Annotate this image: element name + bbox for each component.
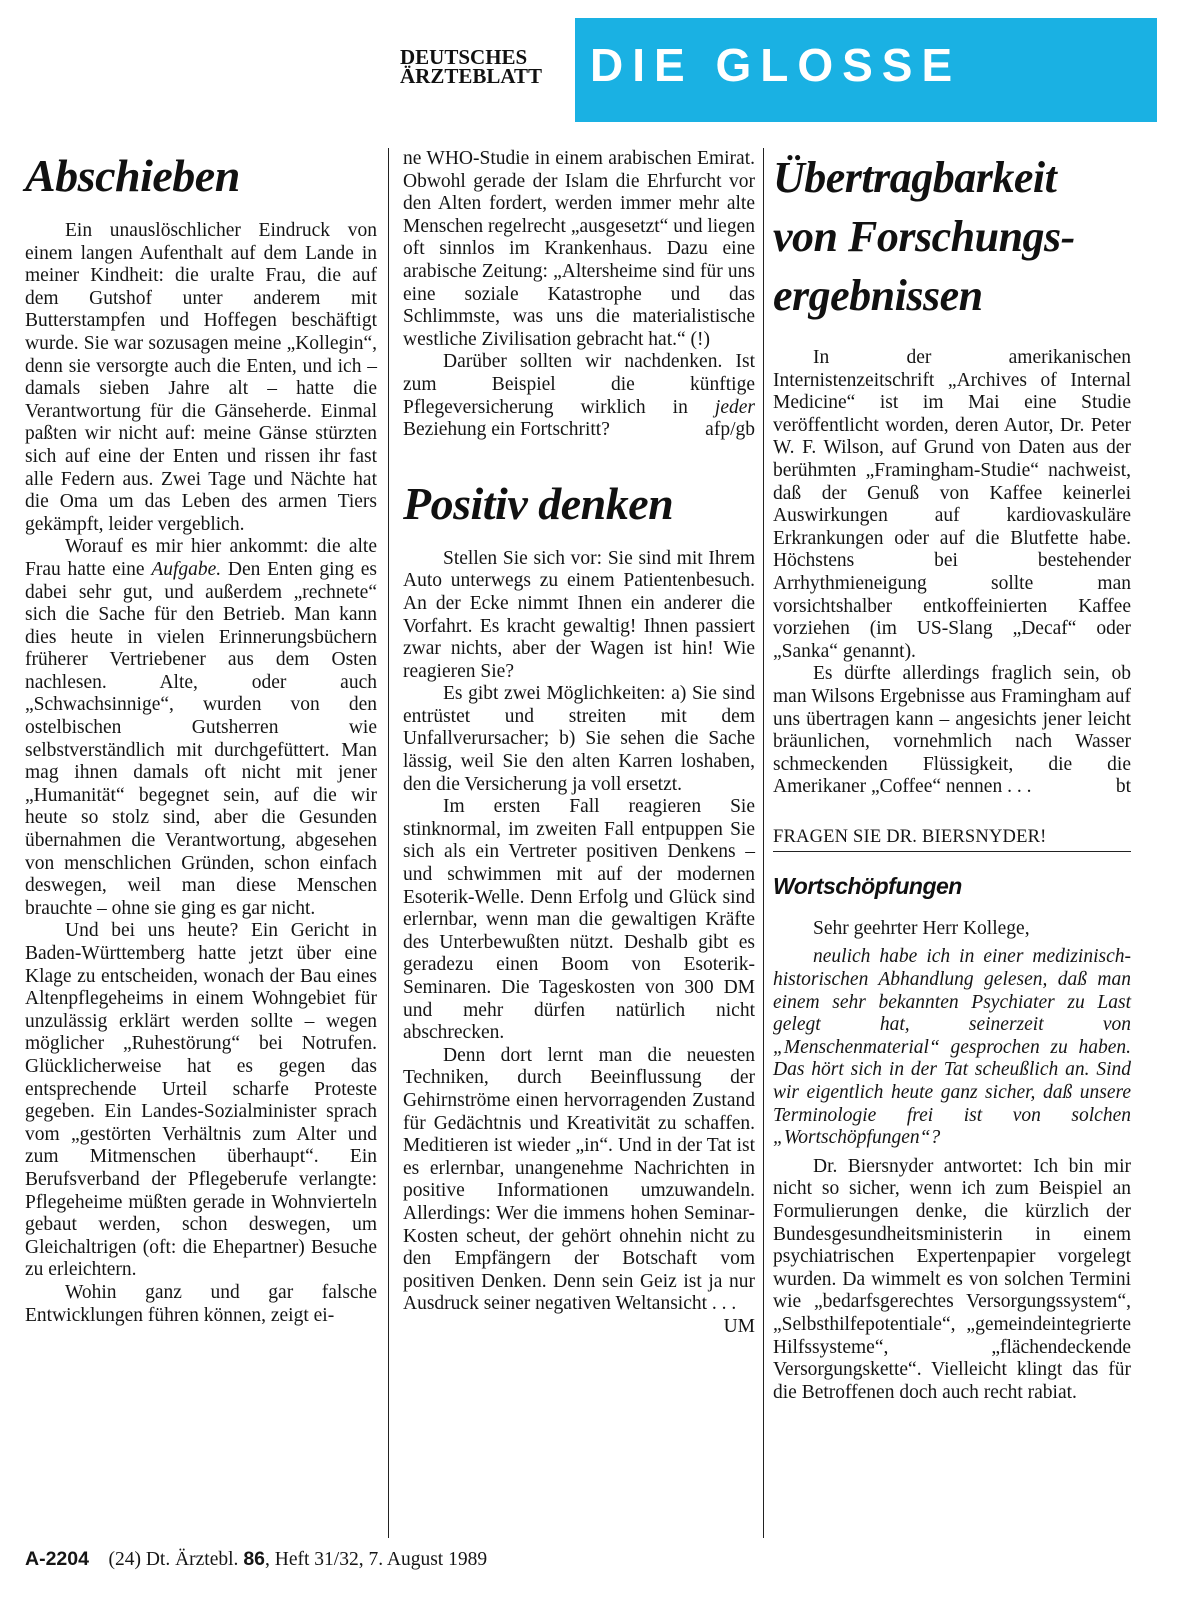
column-2 — [403, 148, 755, 1339]
column-heading: FRAGEN SIE DR. BIERSNYDER! — [773, 825, 1131, 852]
article-signature: UM — [723, 1315, 755, 1337]
article-paragraph-text: Es dürfte allerdings fraglich sein, ob man Wilsons Ergebnisse aus Framingham auf uns übertragen kann – angesichts jener leicht bräunlichen, vornehmlich nach Wasser schmeckenden Flüssigkeit, die die Amerikaner „Coffee“ nennen . . . — [773, 663, 1131, 798]
masthead-line-2: ÄRZTEBLATT — [400, 64, 542, 88]
section-banner — [575, 18, 1157, 122]
column-3 — [773, 148, 1131, 1404]
article-paragraph: Und bei uns heute? Ein Gericht in Baden-Württemberg hatte jetzt über eine Klage zu entscheiden, wonach der Bau eines Altenpflegeheims in einem Wohngebiet für unzulässig erklärt werden sollte – wegen möglicher „Ruhestörung“ bei Notrufen. Glücklicherweise hat es gegen das entsprechende Urteil scharfe Proteste gegeben. Ein Landes-Sozialminister sprach vom „gestörten Verhältnis zum Alter und zum Mitmenschen überhaupt“. Ein Berufsverband der Pflegeberufe verlangte: Pflegeheime müßten gerade in Wohnvierteln gebaut werden, schon deswegen, um Gleichaltrigen (oft: die Ehepartner) Besuche zu erleichtern. — [25, 920, 377, 1281]
masthead-line-1: DEUTSCHES — [400, 45, 528, 69]
page-footer — [25, 1547, 487, 1572]
page-number: A-2204 — [25, 1548, 89, 1570]
article-paragraph: Ein unauslöschlicher Eindruck von einem langen Aufenthalt auf dem Lande in meiner Kindheit: die uralte Frau, die auf dem Gutshof unter anderem mit Butterstampfen und Hoffegen beschäftigt wurde. Sie war sozusagen meine „Kollegin“, denn sie versorgte auch die Enten, und ich – damals sieben Jahre alt – hatte die Verantwortung für die Gänseherde. Einmal paßten wir nicht auf: meine Gänse stürzten sich auf eine der Enten und rissen ihr fast alle Federn aus. Zwei Tage und Nächte hat die Oma um das Leben des armen Tiers gekämpft, leider vergeblich. — [25, 220, 377, 535]
letter-text: neulich habe ich in einer medizinisch-historischen Abhandlung gelesen, daß man einem sehr bekannten Psychiater zu Last gelegt hat, seinerzeit von „Menschenmaterial“ gesprochen zu haben. Das hört sich in der Tat scheußlich an. Sind wir eigentlich heute ganz sicher, daß unsere Terminologie frei ist von solchen „Wortschöpfungen“? — [773, 946, 1131, 1149]
article-paragraph: ne WHO-Studie in einem arabischen Emirat. Obwohl gerade der Islam die Ehrfurcht vor den Alten fordert, werden immer mehr alte Menschen regelrecht „ausgesetzt“ und liegen oft sinnlos im Krankenhaus. Dazu eine arabische Zeitung: „Altersheime sind für uns eine soziale Katastrophe und das Schlimmste, was uns die materialistische westliche Zivilisation gebracht hat.“ (!) — [403, 148, 755, 350]
article-abschieben-title: Abschieben — [25, 150, 240, 201]
title-line: ergebnissen — [773, 271, 983, 320]
column-divider — [388, 148, 389, 1538]
article-paragraph — [773, 663, 1131, 799]
article-signature: bt — [1115, 776, 1131, 798]
article-paragraph: Worauf es mir hier ankommt: die alte Frau hatte eine Aufgabe. Den Enten ging es dabei sehr gut, und außerdem „rechnete“ sich die Sache für den Betrieb. Man kann dies heute in vielen Erinnerungsbüchern früherer Vertriebener aus dem Osten nachlesen. Alte, oder auch „Schwachsinnige“, wurden von den ostelbischen Gutsherren wie selbstverständlich mit durchgefüttert. Man mag ihnen damals oft nicht mit jener „Humanität“ begegnet sein, auf die wir heute so stolz sind, aber die Gesunden übernahmen die Verantwortung, abgesehen von menschlichen Gründen, schon einfach deswegen, weil man diese Menschen brauchte – ohne sie ging es gar nicht. — [25, 536, 377, 919]
article-paragraph: Wohin ganz und gar falsche Entwicklungen führen können, zeigt ei- — [25, 1281, 377, 1326]
title-line: Übertragbarkeit — [773, 153, 1057, 202]
column-divider — [763, 148, 764, 1538]
article-positiv-title: Positiv denken — [403, 477, 674, 529]
article-paragraph: In der amerikanischen Internistenzeitschrift „Archives of Internal Medicine“ ist im Mai eine Studie veröffentlicht worden, deren Autor, Dr. Peter W. F. Wilson, auf Grund von Daten aus der berühmten „Framingham-Studie“ nachweist, daß der Genuß von Kaffee keinerlei Auswirkungen auf kardiovaskuläre Erkrankungen oder auf die Blutfette habe. Höchstens bei bestehender Arrhythmieneigung sollte man vorsichtshalber entkoffeinierten Kaffee vorziehen (im US-Slang „Decaf“ oder „Sanka“ genannt). — [773, 347, 1131, 662]
article-paragraph — [403, 1044, 755, 1337]
masthead-logo — [400, 45, 560, 88]
title-line: von Forschungs- — [773, 212, 1075, 261]
footer-issue: , Heft 31/32, 7. August 1989 — [265, 1549, 488, 1570]
article-paragraph: Darüber sollten wir nachdenken. Ist zum Beispiel die künftige Pflegeversicherung wirklich in jeder Beziehung ein Fortschritt? afp/gb — [403, 351, 755, 441]
article-paragraph: Stellen Sie sich vor: Sie sind mit Ihrem Auto unterwegs zu einem Patientenbesuch. An der Ecke nimmt Ihnen ein anderer die Vorfahrt. Es kracht gewaltig! Ihnen passiert zwar nichts, aber der Wagen ist hin! Wie reagieren Sie? — [403, 547, 755, 682]
answer-text: Dr. Biersnyder antwortet: Ich bin mir nicht so sicher, wenn ich zum Beispiel an Formulierungen denke, die kürzlich der Bundesgesundheitsministerin in einem psychiatrischen Expertenpapier vorgelegt wurden. Da wimmelt es von solchen Termini wie „bedarfsgerechtes Versorgungssystem“, „Selbsthilfepotentiale“, „gemeindeintegrierte Hilfssysteme“, „flächendeckende Versorgungskette“. Vielleicht klingt das für die Betroffenen doch auch recht rabiat. — [773, 1155, 1131, 1403]
footer-volume: 86 — [243, 1548, 266, 1570]
article-paragraph-text: Denn dort lernt man die neuesten Techniken, durch Beeinflussung der Gehirnströme einen hervorragenden Zustand für Gedächtnis und Kreativität zu schaffen. Meditieren ist wieder „in“. Und in der Tat ist es erlernbar, unangenehme Nachrichten in positive Informationen umzuwandeln. Allerdings: Wer die immens hohen Seminar-Kosten scheut, der gehört ohnehin nicht zu den Empfängern der Botschaft vom positiven Denken. Denn sein Geiz ist ja nur Ausdruck seiner negativen Weltansicht . . . — [403, 1044, 755, 1315]
column-subtitle: Wortschöpfungen — [773, 872, 962, 899]
article-uebertragbarkeit-title — [773, 148, 1131, 325]
article-paragraph: Es gibt zwei Möglichkeiten: a) Sie sind entrüstet und streiten mit dem Unfallverursacher; b) Sie sehen die Sache lässig, weil Sie den alten Karren loshaben, den die Versicherung ja voll ersetzt. — [403, 683, 755, 795]
article-paragraph: Im ersten Fall reagieren Sie stinknormal, im zweiten Fall entpuppen Sie sich als ein Vertreter positiven Denkens – und schwimmen mit auf der modernen Esoterik-Welle. Denn Erfolg und Glück sind erlernbar, wenn man die gewaltigen Kräfte des Unterbewußten nützt. Deshalb gibt es geradezu einen Boom von Esoterik-Seminaren. Die Tageskosten von 300 DM und mehr dürfen natürlich nicht abschrecken. — [403, 796, 755, 1044]
column-1 — [25, 148, 377, 1327]
section-title: DIE GLOSSE — [590, 39, 962, 91]
article-signature: afp/gb — [705, 419, 755, 441]
letter-salutation: Sehr geehrter Herr Kollege, — [813, 917, 1030, 939]
footer-citation: (24) Dt. Ärztebl. — [108, 1549, 239, 1570]
